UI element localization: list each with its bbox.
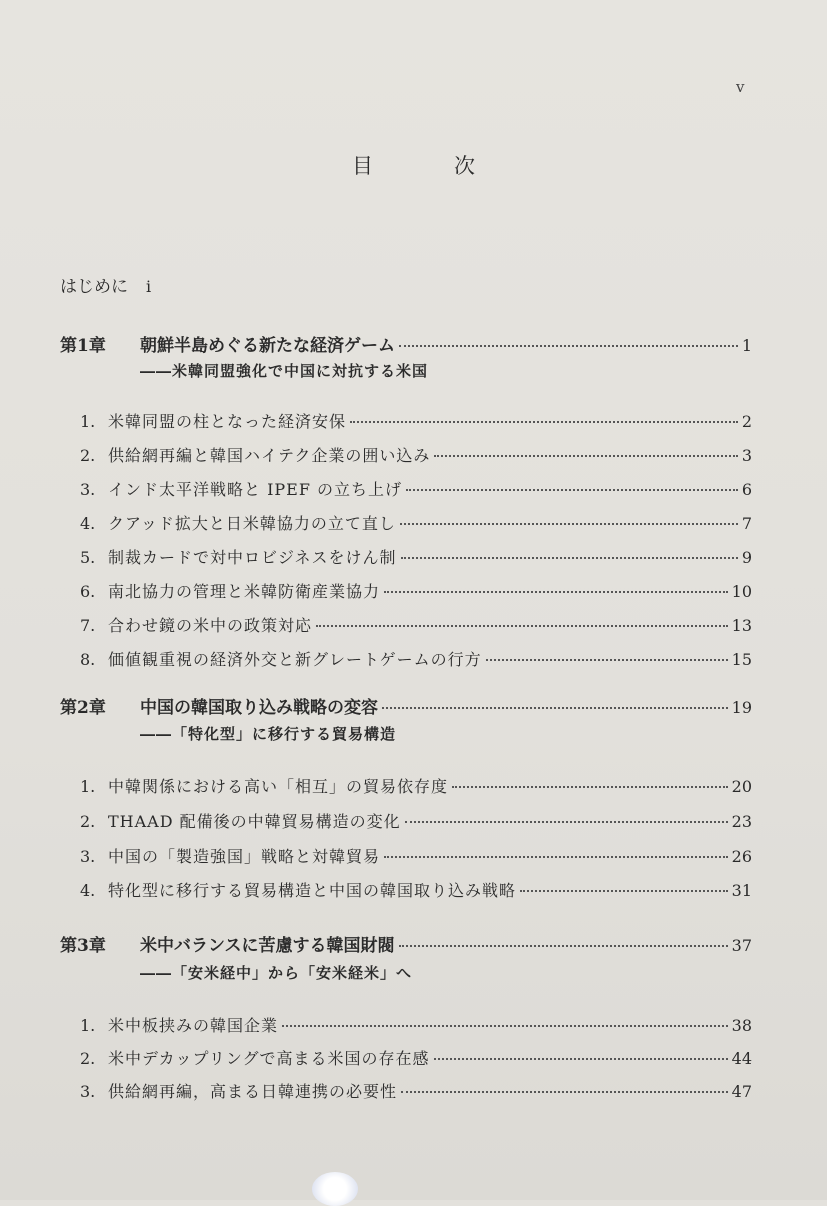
leader-dots xyxy=(282,1025,728,1027)
entry-page: 38 xyxy=(731,1016,752,1035)
leader-dots xyxy=(399,945,728,947)
toc-entry xyxy=(80,1013,752,1036)
entry-title: 供給網再編，高まる日韓連携の必要性 xyxy=(108,1082,398,1101)
chapter-3-subtitle: ――「安米経中」から「安米経米」へ xyxy=(140,964,413,982)
chapter-3-heading xyxy=(60,931,752,956)
entry-page: 47 xyxy=(731,1082,752,1101)
chapter-page: 1 xyxy=(741,336,752,355)
toc-entry xyxy=(80,511,752,534)
entry-number: 2. xyxy=(80,812,96,831)
leader-dots xyxy=(384,591,728,593)
entry-number: 3. xyxy=(80,847,96,866)
chapter-1-subtitle: ――米韓同盟強化で中国に対抗する米国 xyxy=(140,362,429,380)
leader-dots xyxy=(384,856,728,858)
toc-entry xyxy=(80,774,752,797)
entry-number: 2. xyxy=(80,446,96,465)
leader-dots xyxy=(486,659,728,661)
toc-entry xyxy=(80,477,752,500)
leader-dots xyxy=(520,890,728,892)
entry-page: 9 xyxy=(741,548,752,567)
entry-number: 4. xyxy=(80,514,96,533)
chapter-2-subtitle: ――「特化型」に移行する貿易構造 xyxy=(140,725,397,743)
chapter-page: 37 xyxy=(731,936,752,955)
toc-entry xyxy=(80,844,752,867)
entry-page: 20 xyxy=(731,777,752,796)
leader-dots xyxy=(316,625,728,627)
leader-dots xyxy=(401,557,738,559)
entry-page: 7 xyxy=(741,514,752,533)
entry-title: 特化型に移行する貿易構造と中国の韓国取り込み戦略 xyxy=(108,881,517,900)
entry-title: クアッド拡大と日米韓協力の立て直し xyxy=(108,514,396,533)
page-folio: v xyxy=(736,78,745,96)
entry-number: 1. xyxy=(80,412,96,431)
entry-title: 中国の「製造強国」戦略と対韓貿易 xyxy=(108,847,381,866)
preface-label: はじめに xyxy=(60,277,128,297)
chapter-number: 第2章 xyxy=(60,698,106,718)
entry-number: 1. xyxy=(80,1016,96,1035)
chapter-number: 第3章 xyxy=(60,936,106,956)
entry-page: 13 xyxy=(731,616,752,635)
entry-page: 6 xyxy=(741,480,752,499)
toc-entry xyxy=(80,809,752,832)
entry-title: 南北協力の管理と米韓防衛産業協力 xyxy=(108,582,381,601)
chapter-2-heading xyxy=(60,693,752,718)
entry-title: 中韓関係における高い「相互」の貿易依存度 xyxy=(108,777,449,796)
toc-entry xyxy=(80,545,752,568)
entry-title: 価値観重視の経済外交と新グレートゲームの行方 xyxy=(108,650,482,669)
entry-page: 23 xyxy=(731,812,752,831)
toc-entry xyxy=(80,579,752,602)
entry-number: 3. xyxy=(80,480,96,499)
entry-number: 5. xyxy=(80,548,96,567)
entry-number: 3. xyxy=(80,1082,96,1101)
entry-title: THAAD 配備後の中韓貿易構造の変化 xyxy=(108,812,401,831)
toc-entry xyxy=(80,1079,752,1102)
entry-page: 26 xyxy=(731,847,752,866)
chapter-title: 米中バランスに苦慮する韓国財閥 xyxy=(140,936,395,956)
chapter-page: 19 xyxy=(731,698,752,717)
leader-dots xyxy=(452,786,728,788)
entry-title: 米韓同盟の柱となった経済安保 xyxy=(108,412,347,431)
entry-title: 制裁カードで対中ロビジネスをけん制 xyxy=(108,548,397,567)
entry-title: 合わせ鏡の米中の政策対応 xyxy=(108,616,313,635)
leader-dots xyxy=(399,345,738,347)
leader-dots xyxy=(434,455,737,457)
leader-dots xyxy=(405,821,728,823)
entry-number: 7. xyxy=(80,616,96,635)
leader-dots xyxy=(350,421,738,423)
toc-entry xyxy=(80,613,752,636)
leader-dots xyxy=(434,1058,728,1060)
toc-entry xyxy=(80,409,752,432)
entry-page: 10 xyxy=(731,582,752,601)
entry-number: 8. xyxy=(80,650,96,669)
chapter-number: 第1章 xyxy=(60,336,106,356)
entry-number: 6. xyxy=(80,582,96,601)
toc-entry xyxy=(80,1046,752,1069)
leader-dots xyxy=(400,523,738,525)
entry-number: 1. xyxy=(80,777,96,796)
entry-number: 2. xyxy=(80,1049,96,1068)
leader-dots xyxy=(401,1091,728,1093)
preface-page: i xyxy=(146,277,152,296)
entry-page: 3 xyxy=(741,446,752,465)
entry-page: 2 xyxy=(741,412,752,431)
entry-number: 4. xyxy=(80,881,96,900)
toc-entry xyxy=(80,647,752,670)
entry-title: インド太平洋戦略と IPEF の立ち上げ xyxy=(108,480,403,499)
entry-page: 15 xyxy=(731,650,752,669)
leader-dots xyxy=(406,489,738,491)
chapter-title: 朝鮮半島めぐる新たな経済ゲーム xyxy=(140,336,395,356)
chapter-title: 中国の韓国取り込み戦略の変容 xyxy=(140,698,378,718)
chapter-1-heading xyxy=(60,331,752,356)
toc-title: 目 次 xyxy=(352,154,505,178)
toc-preface xyxy=(60,272,151,297)
entry-title: 米中板挟みの韓国企業 xyxy=(108,1016,279,1035)
toc-entry xyxy=(80,878,752,901)
leader-dots xyxy=(382,707,728,709)
entry-page: 31 xyxy=(731,881,752,900)
light-reflection xyxy=(312,1172,358,1206)
entry-title: 供給網再編と韓国ハイテク企業の囲い込み xyxy=(108,446,431,465)
entry-title: 米中デカップリングで高まる米国の存在感 xyxy=(108,1049,430,1068)
entry-page: 44 xyxy=(731,1049,752,1068)
toc-entry xyxy=(80,443,752,466)
